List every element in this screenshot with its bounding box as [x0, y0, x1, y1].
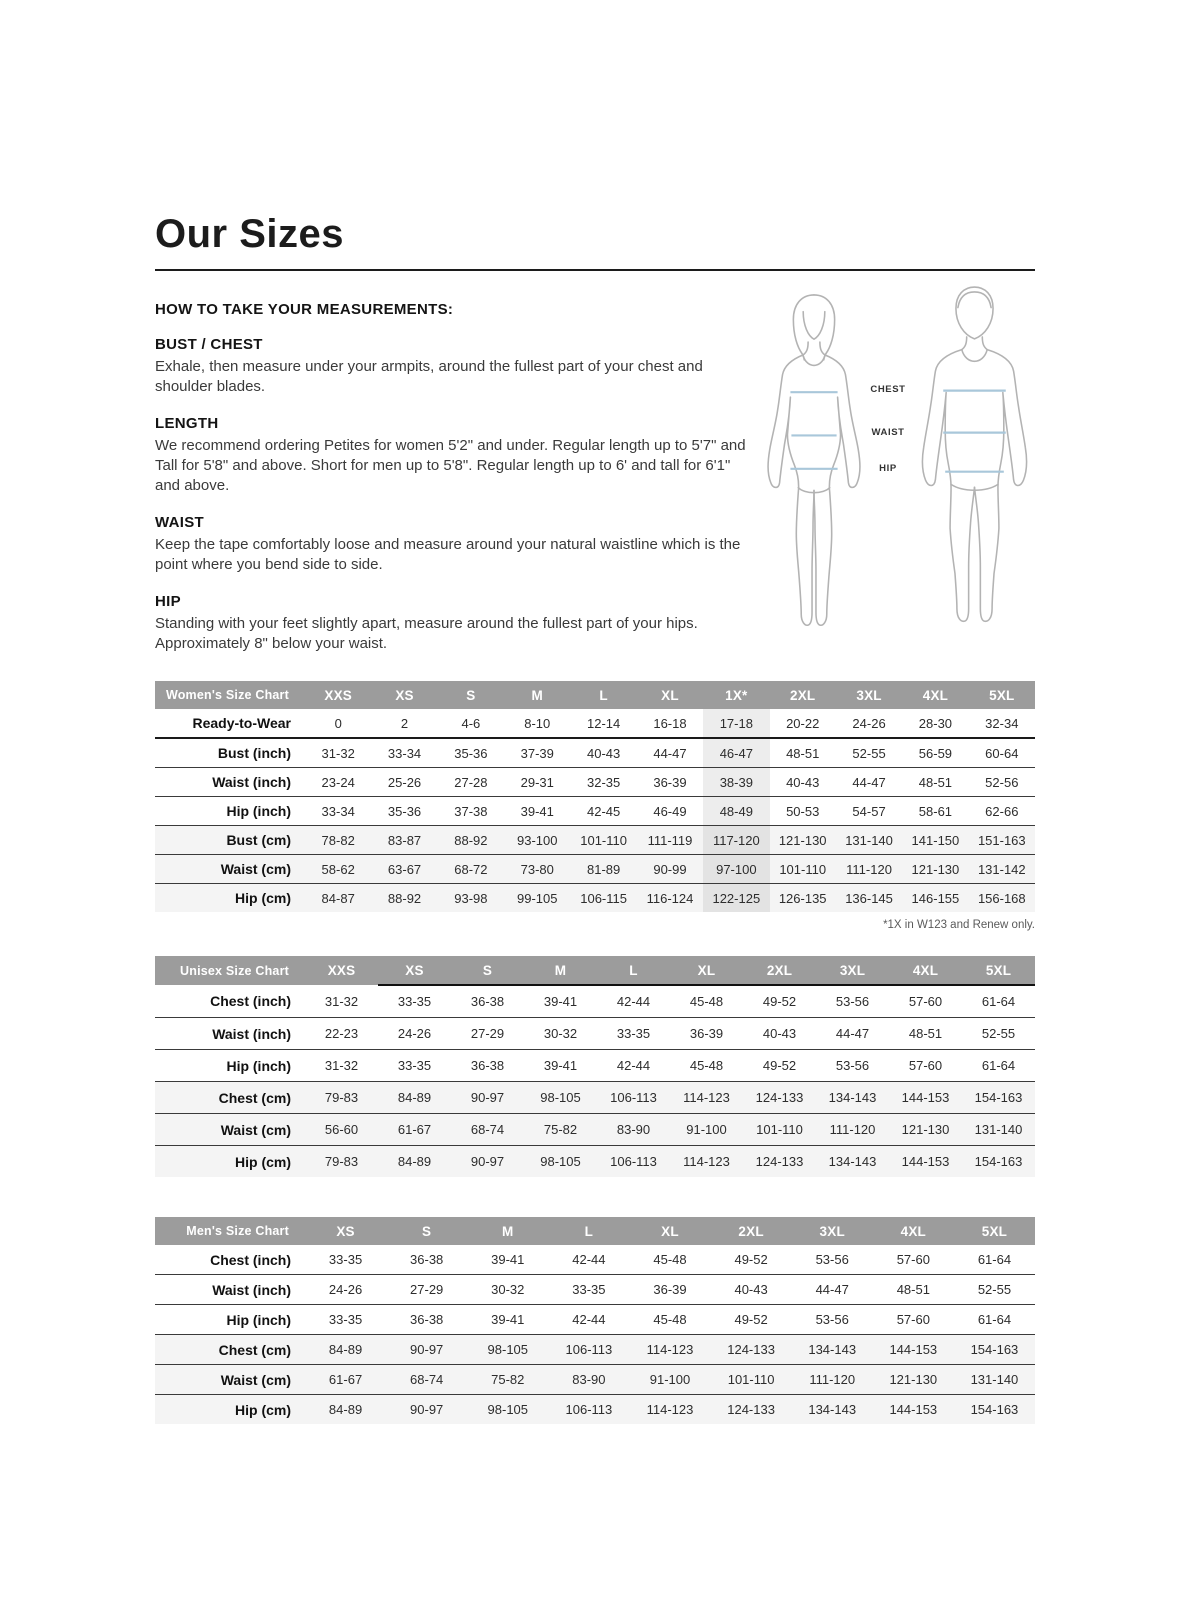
- size-cell: 48-51: [902, 768, 968, 797]
- size-cell: 44-47: [836, 768, 902, 797]
- size-cell: 134-143: [816, 1082, 889, 1114]
- column-header-xs: XS: [305, 1217, 386, 1245]
- size-cell: 40-43: [570, 738, 636, 768]
- table-row: [155, 1305, 1035, 1335]
- size-cell: 27-29: [386, 1275, 467, 1305]
- size-cell: 42-44: [597, 1050, 670, 1082]
- size-cell: 49-52: [743, 1050, 816, 1082]
- table-row: [155, 826, 1035, 855]
- page-title: Our Sizes: [155, 212, 345, 256]
- size-cell: 23-24: [305, 768, 371, 797]
- size-cell: 146-155: [902, 884, 968, 913]
- section-text-length: We recommend ordering Petites for women 5'2" and under. Regular length up to 5'7" and Tall for 5'8" and above. Short for men up to 5'8". Regular length up to 6' and tall for 6'1" and above.: [155, 437, 746, 494]
- size-cell: 42-44: [597, 985, 670, 1018]
- size-cell: 57-60: [873, 1245, 954, 1275]
- size-cell: 91-100: [629, 1365, 710, 1395]
- size-cell: 93-100: [504, 826, 570, 855]
- size-cell: 2: [371, 709, 437, 738]
- size-cell: 53-56: [816, 985, 889, 1018]
- size-cell: 154-163: [962, 1082, 1035, 1114]
- size-cell: 31-32: [305, 1050, 378, 1082]
- size-cell: 90-97: [451, 1082, 524, 1114]
- size-cell: 124-133: [743, 1146, 816, 1178]
- size-cell: 156-168: [969, 884, 1035, 913]
- section-heading-waist: WAIST: [155, 514, 204, 531]
- size-cell: 33-34: [371, 738, 437, 768]
- size-cell: 54-57: [836, 797, 902, 826]
- size-cell: 57-60: [873, 1305, 954, 1335]
- column-header-4xl: 4XL: [902, 681, 968, 709]
- size-cell: 98-105: [524, 1146, 597, 1178]
- table-row: [155, 1245, 1035, 1275]
- size-cell: 29-31: [504, 768, 570, 797]
- column-header-3xl: 3XL: [816, 956, 889, 985]
- size-cell: 49-52: [711, 1305, 792, 1335]
- row-label: Hip (cm): [155, 884, 305, 913]
- size-cell: 37-38: [438, 797, 504, 826]
- column-header-2xl: 2XL: [743, 956, 816, 985]
- row-label: Waist (inch): [155, 1018, 305, 1050]
- row-label: Chest (cm): [155, 1335, 305, 1365]
- size-cell: 49-52: [711, 1245, 792, 1275]
- waist-line-label: WAIST: [871, 427, 905, 438]
- size-cell: 101-110: [570, 826, 636, 855]
- size-cell: 20-22: [770, 709, 836, 738]
- column-header-1x: 1X*: [703, 681, 769, 709]
- size-cell: 124-133: [711, 1335, 792, 1365]
- size-cell: 33-34: [305, 797, 371, 826]
- table-row: [155, 709, 1035, 738]
- size-cell: 42-44: [548, 1245, 629, 1275]
- mens-size-chart-table: [155, 1217, 1035, 1424]
- table-row: [155, 985, 1035, 1018]
- size-cell: 84-89: [378, 1082, 451, 1114]
- row-label: Chest (inch): [155, 1245, 305, 1275]
- size-cell: 33-35: [378, 985, 451, 1018]
- size-cell: 8-10: [504, 709, 570, 738]
- size-cell: 131-140: [836, 826, 902, 855]
- size-cell: 84-89: [305, 1335, 386, 1365]
- size-cell: 93-98: [438, 884, 504, 913]
- size-cell: 61-64: [962, 985, 1035, 1018]
- size-cell: 101-110: [743, 1114, 816, 1146]
- size-cell: 111-120: [836, 855, 902, 884]
- size-cell: 91-100: [670, 1114, 743, 1146]
- size-cell: 114-123: [670, 1082, 743, 1114]
- size-cell: 36-39: [637, 768, 703, 797]
- size-cell: 88-92: [371, 884, 437, 913]
- row-label: Chest (inch): [155, 985, 305, 1018]
- table-row: [155, 855, 1035, 884]
- size-cell: 17-18: [703, 709, 769, 738]
- size-cell: 106-113: [548, 1395, 629, 1425]
- size-cell: 124-133: [711, 1395, 792, 1425]
- size-cell: 16-18: [637, 709, 703, 738]
- size-cell: 37-39: [504, 738, 570, 768]
- size-cell: 33-35: [378, 1050, 451, 1082]
- size-cell: 30-32: [524, 1018, 597, 1050]
- size-cell: 83-87: [371, 826, 437, 855]
- size-cell: 44-47: [637, 738, 703, 768]
- size-cell: 154-163: [954, 1395, 1035, 1425]
- size-cell: 84-89: [305, 1395, 386, 1425]
- size-cell: 61-64: [954, 1245, 1035, 1275]
- title-divider: [155, 269, 1035, 271]
- column-header-2xl: 2XL: [711, 1217, 792, 1245]
- row-label: Hip (inch): [155, 1305, 305, 1335]
- size-cell: 68-74: [386, 1365, 467, 1395]
- size-cell: 42-45: [570, 797, 636, 826]
- size-cell: 39-41: [524, 985, 597, 1018]
- how-to-heading: HOW TO TAKE YOUR MEASUREMENTS:: [155, 301, 454, 318]
- size-cell: 141-150: [902, 826, 968, 855]
- size-cell: 99-105: [504, 884, 570, 913]
- size-cell: 32-35: [570, 768, 636, 797]
- size-cell: 90-99: [637, 855, 703, 884]
- size-cell: 53-56: [792, 1305, 873, 1335]
- size-cell: 36-39: [670, 1018, 743, 1050]
- size-cell: 58-62: [305, 855, 371, 884]
- table-title: Men's Size Chart: [155, 1217, 305, 1245]
- column-header-m: M: [524, 956, 597, 985]
- row-label: Waist (cm): [155, 1365, 305, 1395]
- size-cell: 97-100: [703, 855, 769, 884]
- column-header-5xl: 5XL: [954, 1217, 1035, 1245]
- column-header-l: L: [597, 956, 670, 985]
- size-cell: 24-26: [378, 1018, 451, 1050]
- size-cell: 27-29: [451, 1018, 524, 1050]
- table-row: [155, 1050, 1035, 1082]
- column-header-xl: XL: [637, 681, 703, 709]
- size-cell: 126-135: [770, 884, 836, 913]
- column-header-s: S: [451, 956, 524, 985]
- section-heading-hip: HIP: [155, 593, 181, 610]
- size-cell: 131-140: [954, 1365, 1035, 1395]
- size-cell: 106-115: [570, 884, 636, 913]
- size-cell: 46-49: [637, 797, 703, 826]
- size-cell: 117-120: [703, 826, 769, 855]
- section-text-bust-chest: Exhale, then measure under your armpits, around the fullest part of your chest and shoulder blades.: [155, 358, 703, 395]
- size-cell: 136-145: [836, 884, 902, 913]
- size-cell: 45-48: [670, 985, 743, 1018]
- size-cell: 61-64: [954, 1305, 1035, 1335]
- size-cell: 39-41: [504, 797, 570, 826]
- column-header-3xl: 3XL: [792, 1217, 873, 1245]
- row-label: Chest (cm): [155, 1082, 305, 1114]
- size-cell: 52-55: [836, 738, 902, 768]
- size-cell: 48-51: [889, 1018, 962, 1050]
- measurement-figures: [753, 283, 1040, 637]
- size-cell: 111-120: [816, 1114, 889, 1146]
- row-label: Waist (inch): [155, 1275, 305, 1305]
- mens-size-chart: [155, 1217, 1035, 1424]
- size-cell: 27-28: [438, 768, 504, 797]
- size-cell: 33-35: [305, 1305, 386, 1335]
- size-cell: 78-82: [305, 826, 371, 855]
- size-cell: 60-64: [969, 738, 1035, 768]
- size-cell: 106-113: [548, 1335, 629, 1365]
- size-cell: 134-143: [792, 1395, 873, 1425]
- column-header-xs: XS: [371, 681, 437, 709]
- column-header-l: L: [570, 681, 636, 709]
- size-cell: 134-143: [792, 1335, 873, 1365]
- size-cell: 81-89: [570, 855, 636, 884]
- size-cell: 46-47: [703, 738, 769, 768]
- size-cell: 154-163: [962, 1146, 1035, 1178]
- size-cell: 68-72: [438, 855, 504, 884]
- size-cell: 114-123: [670, 1146, 743, 1178]
- column-header-xs: XS: [378, 956, 451, 985]
- size-cell: 57-60: [889, 1050, 962, 1082]
- size-cell: 90-97: [451, 1146, 524, 1178]
- male-figure-illustration: [911, 283, 1038, 635]
- column-header-m: M: [504, 681, 570, 709]
- row-label: Hip (cm): [155, 1146, 305, 1178]
- table-footnote: *1X in W123 and Renew only.: [883, 919, 1035, 931]
- size-cell: 73-80: [504, 855, 570, 884]
- size-cell: 61-67: [378, 1114, 451, 1146]
- size-cell: 75-82: [524, 1114, 597, 1146]
- size-cell: 61-67: [305, 1365, 386, 1395]
- size-cell: 124-133: [743, 1082, 816, 1114]
- size-cell: 144-153: [873, 1335, 954, 1365]
- size-cell: 50-53: [770, 797, 836, 826]
- size-cell: 98-105: [467, 1335, 548, 1365]
- column-header-s: S: [386, 1217, 467, 1245]
- column-header-xxs: XXS: [305, 681, 371, 709]
- size-cell: 33-35: [548, 1275, 629, 1305]
- row-label: Ready-to-Wear: [155, 709, 305, 738]
- size-cell: 56-59: [902, 738, 968, 768]
- size-cell: 111-119: [637, 826, 703, 855]
- column-header-xl: XL: [629, 1217, 710, 1245]
- size-cell: 39-41: [467, 1305, 548, 1335]
- size-cell: 63-67: [371, 855, 437, 884]
- table-row: [155, 768, 1035, 797]
- size-cell: 121-130: [770, 826, 836, 855]
- size-cell: 101-110: [711, 1365, 792, 1395]
- row-label: Hip (cm): [155, 1395, 305, 1425]
- size-cell: 31-32: [305, 738, 371, 768]
- size-cell: 36-38: [451, 985, 524, 1018]
- section-heading-bust-chest: BUST / CHEST: [155, 336, 263, 353]
- size-cell: 49-52: [743, 985, 816, 1018]
- unisex-size-chart-table: [155, 956, 1035, 1177]
- size-cell: 48-51: [873, 1275, 954, 1305]
- size-cell: 90-97: [386, 1335, 467, 1365]
- size-cell: 25-26: [371, 768, 437, 797]
- table-row: [155, 1365, 1035, 1395]
- section-text-waist: Keep the tape comfortably loose and measure around your natural waistline which is the point where you bend side to side.: [155, 536, 741, 573]
- table-row: [155, 1082, 1035, 1114]
- size-cell: 0: [305, 709, 371, 738]
- measurement-instructions: [155, 336, 755, 654]
- column-header-5xl: 5XL: [962, 956, 1035, 985]
- size-cell: 98-105: [467, 1395, 548, 1425]
- size-cell: 30-32: [467, 1275, 548, 1305]
- size-cell: 12-14: [570, 709, 636, 738]
- table-row: [155, 1146, 1035, 1178]
- womens-size-chart-table: [155, 681, 1035, 912]
- size-cell: 40-43: [711, 1275, 792, 1305]
- size-cell: 131-140: [962, 1114, 1035, 1146]
- size-cell: 101-110: [770, 855, 836, 884]
- table-row: [155, 1395, 1035, 1425]
- size-cell: 75-82: [467, 1365, 548, 1395]
- column-header-m: M: [467, 1217, 548, 1245]
- size-cell: 38-39: [703, 768, 769, 797]
- column-header-3xl: 3XL: [836, 681, 902, 709]
- size-cell: 116-124: [637, 884, 703, 913]
- row-label: Waist (cm): [155, 855, 305, 884]
- size-cell: 111-120: [792, 1365, 873, 1395]
- table-title: Women's Size Chart: [155, 681, 305, 709]
- size-cell: 151-163: [969, 826, 1035, 855]
- size-cell: 121-130: [873, 1365, 954, 1395]
- size-cell: 79-83: [305, 1082, 378, 1114]
- size-cell: 144-153: [889, 1146, 962, 1178]
- size-cell: 154-163: [954, 1335, 1035, 1365]
- row-label: Bust (cm): [155, 826, 305, 855]
- table-row: [155, 738, 1035, 768]
- row-label: Waist (inch): [155, 768, 305, 797]
- table-row: [155, 797, 1035, 826]
- column-header-s: S: [438, 681, 504, 709]
- size-cell: 98-105: [524, 1082, 597, 1114]
- size-cell: 36-38: [451, 1050, 524, 1082]
- size-cell: 42-44: [548, 1305, 629, 1335]
- column-header-2xl: 2XL: [770, 681, 836, 709]
- size-cell: 22-23: [305, 1018, 378, 1050]
- size-cell: 35-36: [438, 738, 504, 768]
- column-header-5xl: 5XL: [969, 681, 1035, 709]
- size-cell: 36-38: [386, 1305, 467, 1335]
- size-cell: 84-87: [305, 884, 371, 913]
- column-header-4xl: 4XL: [873, 1217, 954, 1245]
- size-cell: 39-41: [467, 1245, 548, 1275]
- size-cell: 44-47: [816, 1018, 889, 1050]
- female-figure-illustration: [755, 291, 873, 630]
- size-cell: 36-38: [386, 1245, 467, 1275]
- section-heading-length: LENGTH: [155, 415, 219, 432]
- size-cell: 61-64: [962, 1050, 1035, 1082]
- size-cell: 33-35: [597, 1018, 670, 1050]
- row-label: Hip (inch): [155, 797, 305, 826]
- size-cell: 45-48: [629, 1245, 710, 1275]
- size-cell: 45-48: [670, 1050, 743, 1082]
- size-cell: 33-35: [305, 1245, 386, 1275]
- size-cell: 88-92: [438, 826, 504, 855]
- size-cell: 114-123: [629, 1395, 710, 1425]
- size-cell: 36-39: [629, 1275, 710, 1305]
- table-row: [155, 884, 1035, 913]
- row-label: Waist (cm): [155, 1114, 305, 1146]
- size-cell: 35-36: [371, 797, 437, 826]
- size-cell: 84-89: [378, 1146, 451, 1178]
- size-cell: 56-60: [305, 1114, 378, 1146]
- size-cell: 131-142: [969, 855, 1035, 884]
- size-cell: 40-43: [770, 768, 836, 797]
- size-cell: 4-6: [438, 709, 504, 738]
- row-label: Hip (inch): [155, 1050, 305, 1082]
- section-text-hip: Standing with your feet slightly apart, measure around the fullest part of your hips. Approximately 8" below your waist.: [155, 615, 698, 652]
- column-header-xl: XL: [670, 956, 743, 985]
- size-cell: 31-32: [305, 985, 378, 1018]
- size-cell: 83-90: [597, 1114, 670, 1146]
- unisex-size-chart: [155, 956, 1035, 1177]
- size-tables: [155, 681, 1035, 1424]
- size-cell: 144-153: [873, 1395, 954, 1425]
- size-cell: 28-30: [902, 709, 968, 738]
- column-header-xxs: XXS: [305, 956, 378, 985]
- size-cell: 121-130: [889, 1114, 962, 1146]
- row-label: Bust (inch): [155, 738, 305, 768]
- womens-size-chart: [155, 681, 1035, 931]
- size-cell: 45-48: [629, 1305, 710, 1335]
- size-cell: 48-49: [703, 797, 769, 826]
- size-cell: 48-51: [770, 738, 836, 768]
- size-cell: 106-113: [597, 1146, 670, 1178]
- size-cell: 68-74: [451, 1114, 524, 1146]
- size-cell: 121-130: [902, 855, 968, 884]
- size-cell: 52-55: [954, 1275, 1035, 1305]
- size-cell: 114-123: [629, 1335, 710, 1365]
- size-cell: 40-43: [743, 1018, 816, 1050]
- table-row: [155, 1335, 1035, 1365]
- table-row: [155, 1114, 1035, 1146]
- table-title: Unisex Size Chart: [155, 956, 305, 985]
- size-cell: 58-61: [902, 797, 968, 826]
- hip-line-label: HIP: [879, 463, 897, 474]
- size-cell: 53-56: [816, 1050, 889, 1082]
- size-cell: 83-90: [548, 1365, 629, 1395]
- size-cell: 79-83: [305, 1146, 378, 1178]
- size-cell: 134-143: [816, 1146, 889, 1178]
- size-cell: 32-34: [969, 709, 1035, 738]
- size-cell: 53-56: [792, 1245, 873, 1275]
- size-cell: 106-113: [597, 1082, 670, 1114]
- size-cell: 52-55: [962, 1018, 1035, 1050]
- size-cell: 52-56: [969, 768, 1035, 797]
- size-cell: 44-47: [792, 1275, 873, 1305]
- table-row: [155, 1018, 1035, 1050]
- size-cell: 57-60: [889, 985, 962, 1018]
- size-cell: 122-125: [703, 884, 769, 913]
- size-cell: 144-153: [889, 1082, 962, 1114]
- size-cell: 62-66: [969, 797, 1035, 826]
- size-cell: 39-41: [524, 1050, 597, 1082]
- column-header-4xl: 4XL: [889, 956, 962, 985]
- chest-line-label: CHEST: [870, 384, 906, 395]
- column-header-l: L: [548, 1217, 629, 1245]
- size-cell: 24-26: [836, 709, 902, 738]
- table-row: [155, 1275, 1035, 1305]
- size-cell: 24-26: [305, 1275, 386, 1305]
- size-cell: 90-97: [386, 1395, 467, 1425]
